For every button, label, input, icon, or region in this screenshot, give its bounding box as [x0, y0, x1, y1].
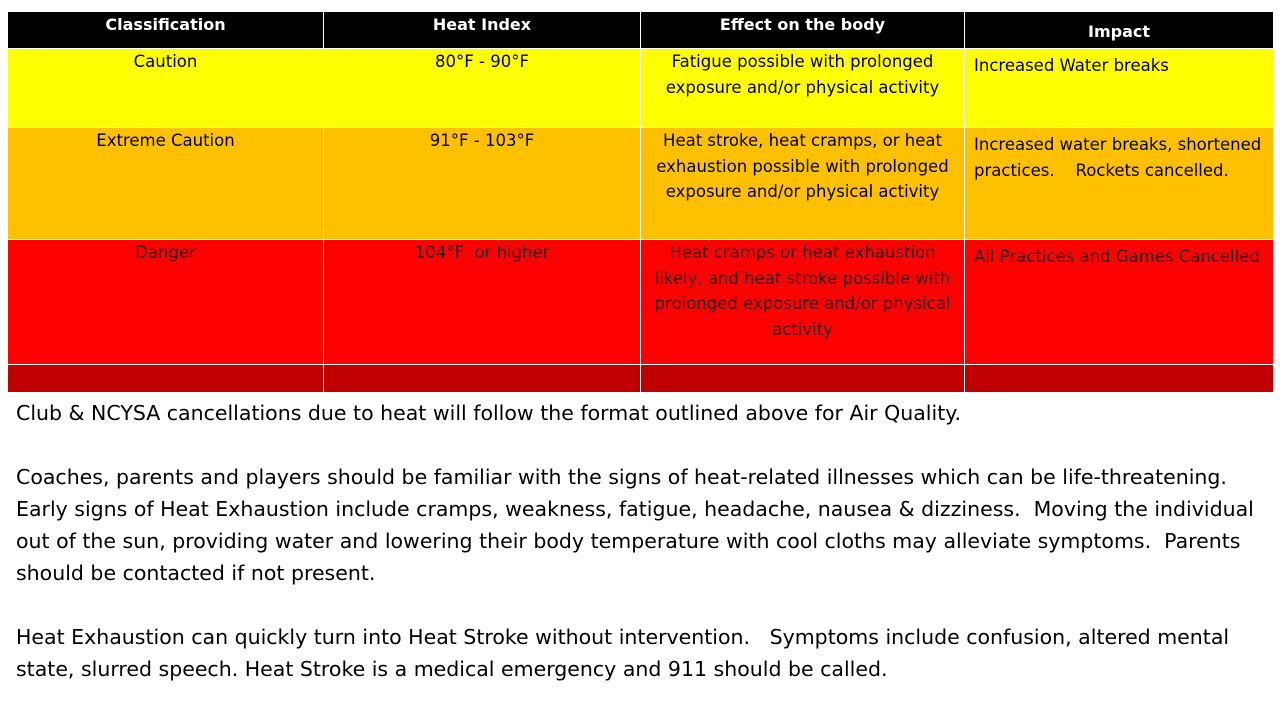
table-row-caution	[8, 49, 1274, 128]
effect-cell: Heat stroke, heat cramps, or heat exhaustion possible with prolonged exposure and/or physical activity	[641, 128, 965, 240]
effect-cell: Fatigue possible with prolonged exposure and/or physical activity	[641, 49, 965, 128]
table-row-extreme-caution	[8, 128, 1274, 240]
table-header-row	[8, 12, 1274, 49]
heat-index-cell: 80°F - 90°F	[324, 49, 641, 128]
header-impact: Impact	[965, 12, 1274, 49]
heat-index-cell: 91°F - 103°F	[324, 128, 641, 240]
impact-cell: Increased water breaks, shortened practices. Rockets cancelled.	[965, 128, 1274, 240]
header-classification: Classification	[8, 12, 324, 49]
heat-index-table	[7, 11, 1274, 393]
header-effect-on-body: Effect on the body	[641, 12, 965, 49]
body-text	[16, 397, 1266, 685]
table-row-empty	[8, 365, 1274, 393]
empty-cell	[8, 365, 324, 393]
classification-cell: Caution	[8, 49, 324, 128]
impact-cell: All Practices and Games Cancelled	[965, 240, 1274, 365]
paragraph-heat-illness-signs: Coaches, parents and players should be familiar with the signs of heat-related illnesses which can be life-threatening. Early signs of Heat Exhaustion include cramps, weakness, fatigue, headache, nausea & dizziness. Moving the individual out of the sun, providing water and lowering their body temperature with cool cloths may alleviate symptoms. Parents should be contacted if not present.	[16, 465, 1261, 585]
effect-cell: Heat cramps or heat exhaustion likely, and heat stroke possible with prolonged exposure and/or physical activity	[641, 240, 965, 365]
classification-cell: Extreme Caution	[8, 128, 324, 240]
impact-cell: Increased Water breaks	[965, 49, 1274, 128]
paragraph-heat-stroke: Heat Exhaustion can quickly turn into Heat Stroke without intervention. Symptoms include confusion, altered mental state, slurred speech. Heat Stroke is a medical emergency and 911 should be called.	[16, 625, 1236, 681]
empty-cell	[324, 365, 641, 393]
empty-cell	[641, 365, 965, 393]
classification-cell: Danger	[8, 240, 324, 365]
table-row-danger	[8, 240, 1274, 365]
empty-cell	[965, 365, 1274, 393]
paragraph-cancellations: Club & NCYSA cancellations due to heat will follow the format outlined above for Air Quality.	[16, 401, 961, 425]
header-heat-index: Heat Index	[324, 12, 641, 49]
heat-index-cell: 104°F or higher	[324, 240, 641, 365]
